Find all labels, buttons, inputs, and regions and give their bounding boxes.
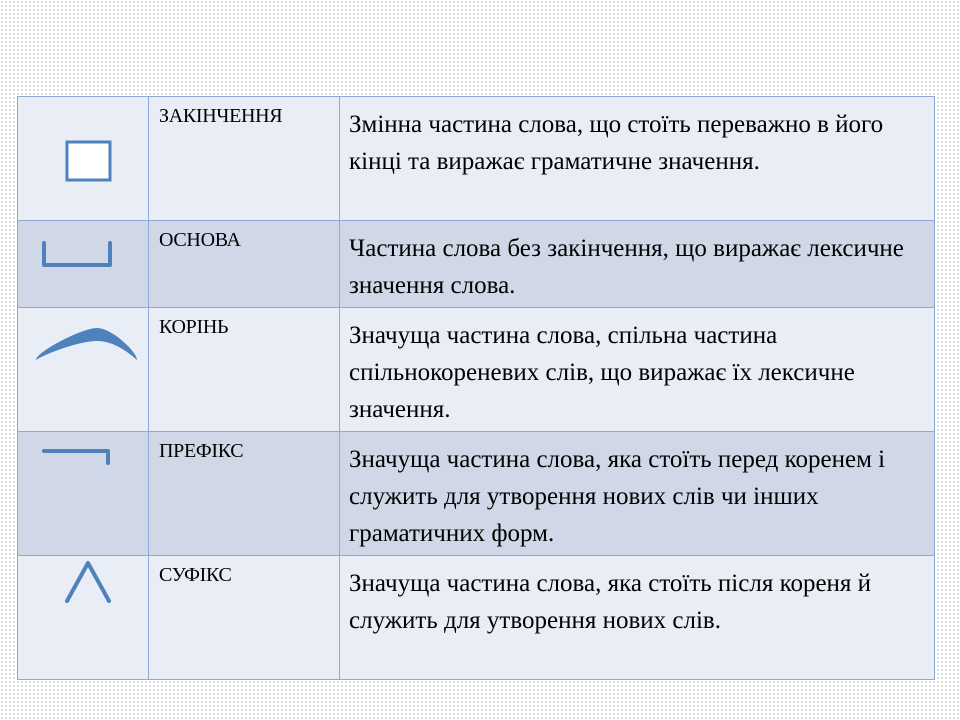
- symbol-cell: [18, 97, 149, 221]
- symbol-cell: [18, 432, 149, 556]
- definition-cell: [340, 308, 935, 432]
- term-label: КОРІНЬ: [159, 316, 229, 338]
- symbol-cell: [18, 556, 149, 680]
- term-cell: [149, 221, 340, 308]
- term-cell: [149, 97, 340, 221]
- term-cell: [149, 432, 340, 556]
- morpheme-table: [17, 96, 935, 680]
- table-row-prefix: [18, 432, 935, 556]
- term-label: СУФІКС: [159, 564, 232, 586]
- definition-text: Значуща частина слова, яка стоїть перед коренем і служить для утворення нових слів чи інших граматичних форм.: [349, 446, 886, 547]
- prefix-symbol-icon: [18, 432, 149, 556]
- definition-cell: [340, 221, 935, 308]
- definition-cell: [340, 432, 935, 556]
- root-symbol-icon: [18, 308, 149, 432]
- stem-symbol-icon: [18, 221, 149, 308]
- suffix-symbol-icon: [18, 556, 149, 680]
- term-label: ПРЕФІКС: [159, 440, 244, 462]
- table-row-stem: [18, 221, 935, 308]
- term-cell: [149, 308, 340, 432]
- symbol-cell: [18, 221, 149, 308]
- definition-text: Частина слова без закінчення, що виражає лексичне значення слова.: [349, 235, 904, 299]
- definition-cell: [340, 97, 935, 221]
- term-cell: [149, 556, 340, 680]
- definition-text: Змінна частина слова, що стоїть переважно в його кінці та виражає граматичне значення.: [349, 111, 884, 175]
- ending-symbol-icon: [18, 97, 149, 221]
- definition-text: Значуща частина слова, спільна частина спільнокореневих слів, що виражає їх лексичне значення.: [349, 322, 855, 423]
- table-row-suffix: [18, 556, 935, 680]
- table-row-ending: [18, 97, 935, 221]
- definition-cell: [340, 556, 935, 680]
- symbol-cell: [18, 308, 149, 432]
- table-row-root: [18, 308, 935, 432]
- term-label: ОСНОВА: [159, 229, 241, 251]
- term-label: ЗАКІНЧЕННЯ: [159, 105, 283, 127]
- definition-text: Значуща частина слова, яка стоїть після кореня й служить для утворення нових слів.: [349, 570, 872, 634]
